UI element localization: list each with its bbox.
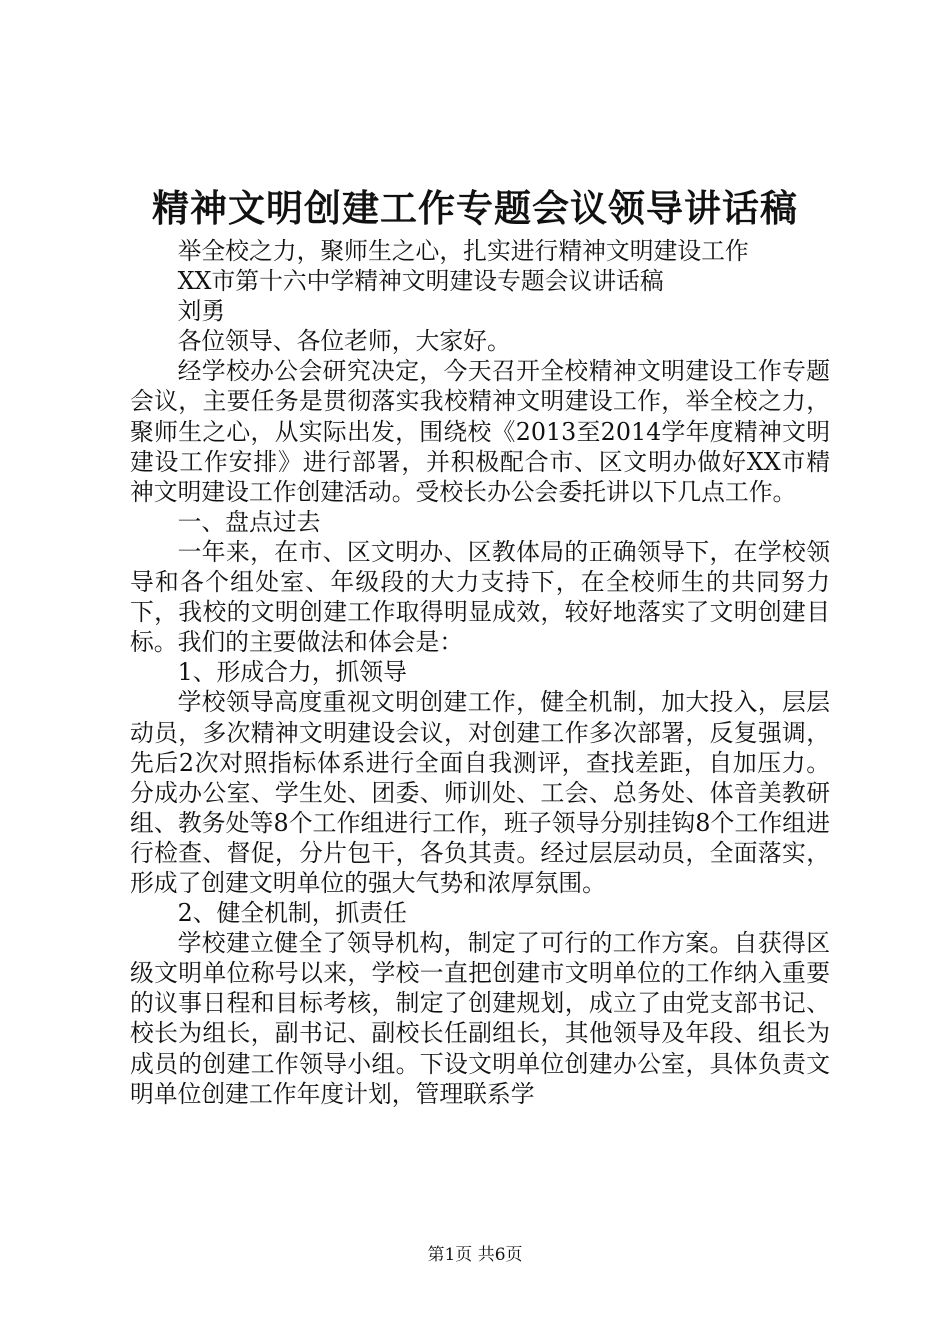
intro-paragraph: 经学校办公会研究决定，今天召开全校精神文明建设工作专题会议，主要任务是贯彻落实我校精神文明建设工作，举全校之力，聚师生之心，从实际出发，围绕校《2013至2014学年度精神文明建设工作安排》进行部署，并积极配合市、区文明办做好XX市精神文明建设工作创建活动。受校长办公会委托讲以下几点工作。: [130, 357, 830, 506]
body-paragraph: 一年来，在市、区文明办、区教体局的正确领导下，在学校领导和各个组处室、年级段的大力支持下，在全校师生的共同努力下，我校的文明创建工作取得明显成效，较好地落实了文明创建目标。我们的主要做法和体会是：: [130, 537, 830, 657]
section-heading: 一、盘点过去: [177, 507, 321, 536]
page-footer: 第1页 共6页: [427, 1245, 523, 1265]
body-paragraph: 学校建立健全了领导机构，制定了可行的工作方案。自获得区级文明单位称号以来，学校一直把创建市文明单位的工作纳入重要的议事日程和目标考核，制定了创建规划，成立了由党支部书记、校长为组长，副书记、副校长任副组长，其他领导及年段、组长为成员的创建工作领导小组。下设文明单位创建办公室，具体负责文明单位创建工作年度计划，管理联系学: [130, 929, 830, 1108]
document-title: 精神文明创建工作专题会议领导讲话稿: [152, 186, 798, 230]
speaker-name: 刘勇: [177, 297, 226, 326]
subtitle-line: 举全校之力，聚师生之心，扎实进行精神文明建设工作: [177, 237, 749, 265]
subsection-heading: 1、形成合力，抓领导: [177, 658, 407, 687]
greeting-paragraph: 各位领导、各位老师，大家好。: [177, 327, 511, 356]
document-body: [130, 236, 830, 1109]
body-paragraph: 学校领导高度重视文明创建工作，健全机制，加大投入，层层动员，多次精神文明建设会议，对创建工作多次部署，反复强调，先后2次对照指标体系进行全面自我测评，查找差距，自加压力。分成办公室、学生处、团委、师训处、工会、总务处、体音美教研组、教务处等8个工作组进行工作，班子领导分别挂钩8个工作组进行检查、督促，分片包干，各负其责。经过层层动员，全面落实，形成了创建文明单位的强大气势和浓厚氛围。: [130, 688, 830, 897]
subsection-heading: 2、健全机制，抓责任: [177, 899, 407, 928]
speech-heading: XX市第十六中学精神文明建设专题会议讲话稿: [177, 267, 664, 296]
